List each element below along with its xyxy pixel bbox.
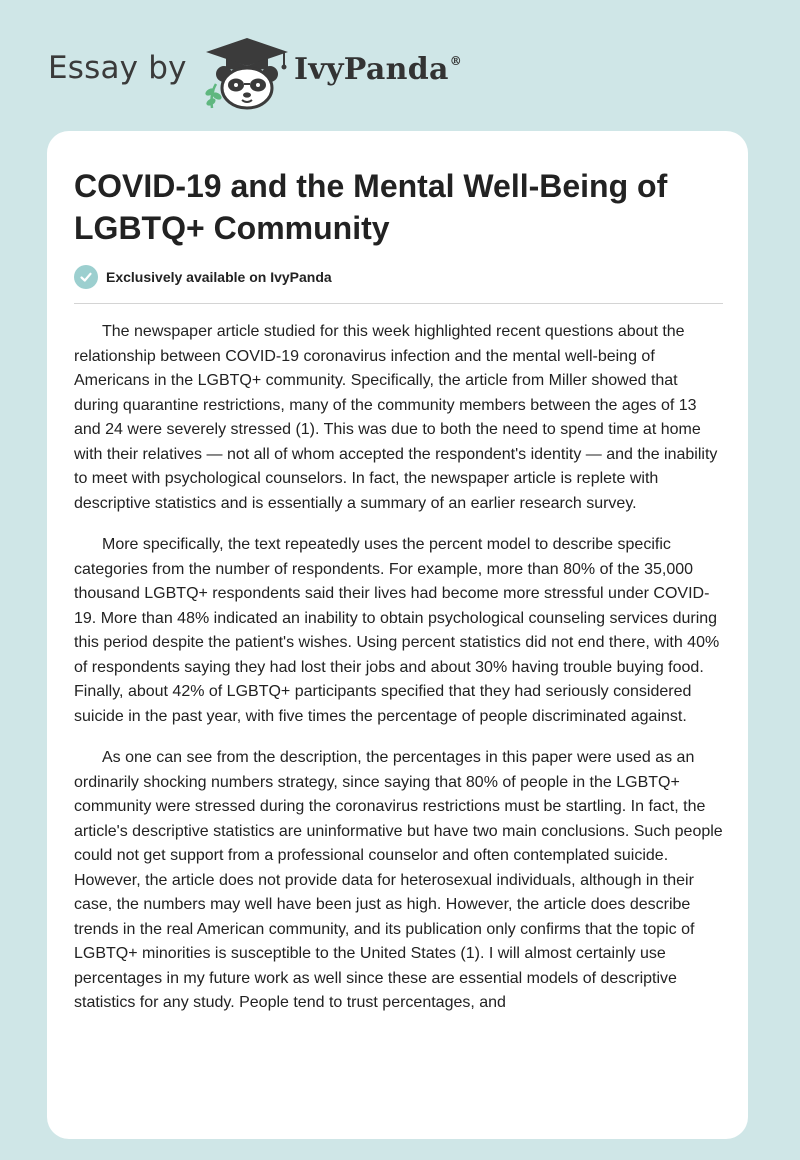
essay-by-text: Essay by bbox=[48, 50, 187, 86]
essay-title: COVID-19 and the Mental Well-Being of LGBTQ+ Community bbox=[74, 168, 668, 246]
paragraph: More specifically, the text repeatedly uses the percent model to describe specific categories from the number of respondents. For example, more than 80% of the 35,000 thousand LGBTQ+ respondents said their lives had become more stressful under COVID-19. More than 48% indicated an inability to obtain psychological counseling services during this period despite the patient's wishes. Using percent statistics did not end there, with 40% of respondents saying they had lost their jobs and about 30% having trouble buying food. Finally, about 42% of LGBTQ+ participants specified that they had seriously considered suicide in the past year, with five times the percentage of people discriminated against. bbox=[74, 536, 720, 725]
brand-text: IvyPanda bbox=[294, 52, 449, 87]
paragraph: The newspaper article studied for this week highlighted recent questions about the relationship between COVID-19 coronavirus infection and the mental well-being of Americans in the LGBTQ+ community. Specifically, the article from Miller showed that during quarantine restrictions, many of the community members between the ages of 13 and 24 were severely stressed (1). This was due to both the need to spend time at home with their relatives — not all of whom accepted the respondent's identity — and the inability to meet with psychological counselors. In fact, the newspaper article is replete with descriptive statistics and is essentially a summary of an earlier research survey. bbox=[74, 323, 718, 512]
essay-body bbox=[74, 320, 725, 1033]
divider bbox=[74, 303, 723, 304]
brand-name[interactable] bbox=[294, 52, 462, 87]
exclusive-badge bbox=[74, 264, 332, 290]
panda-logo-icon[interactable] bbox=[202, 36, 292, 110]
paragraph: As one can see from the description, the percentages in this paper were used as an ordinarily shocking numbers strategy, since saying that 80% of people in the LGBTQ+ community were stressed during the coronavirus restrictions must be startling. In fact, the article's descriptive statistics are uninformative but have two main conclusions. Such people could not get support from a professional counselor and often contemplated suicide. However, the article does not provide data for heterosexual individuals, although in their case, the numbers may well have been just as high. However, the article does describe trends in the real American community, and its publication only confirms that the topic of LGBTQ+ minorities is susceptible to the United States (1). I will almost certainly use percentages in my future work as well since these are essential models of descriptive statistics for any study. People tend to trust percentages, and bbox=[74, 749, 723, 1011]
checkmark-icon bbox=[74, 265, 98, 289]
essay-card bbox=[47, 131, 748, 1139]
registered-mark: ® bbox=[449, 54, 463, 68]
exclusive-badge-text: Exclusively available on IvyPanda bbox=[106, 269, 332, 285]
site-header bbox=[0, 0, 800, 125]
